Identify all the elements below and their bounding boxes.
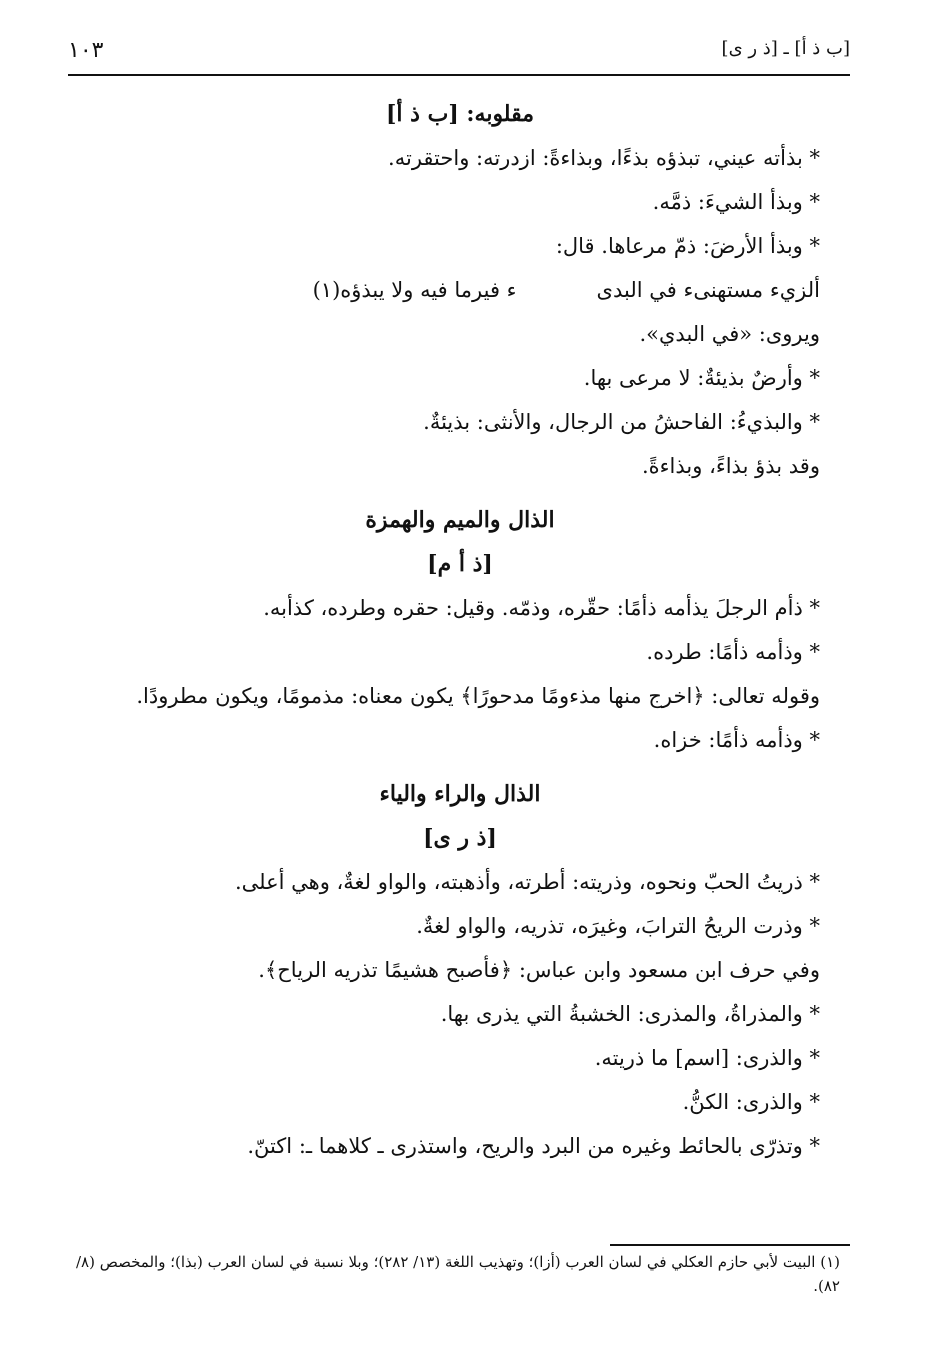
entry-line: * والبذيءُ: الفاحشُ من الرجال، والأنثى: بذيئةٌ. [423,410,820,434]
entry-line: ويروى: «في البدي». [639,322,820,346]
entry-line: * ذأم الرجلَ يذأمه ذأمًا: حقّره، وذمّه. وقيل: حقره وطرده، كذأبه. [263,596,820,620]
section-title: الذال والميم والهمزة [365,507,555,533]
entry-line: وقوله تعالى: ﴿اخرج منها مذءومًا مدحورًا﴾ يكون معناه: مذمومًا، ويكون مطرودًا. [136,684,820,708]
footnote-divider [610,1244,850,1246]
entry-line: وقد بذؤ بذاءً، وبذاءةً. [642,454,820,478]
entry-line: * وتذرّى بالحائط وغيره من البرد والريح، واستذرى ـ كلاهما ـ: اكتنّ. [247,1134,820,1158]
poetry-verse [100,268,820,312]
entry-line: * وأرضٌ بذيئةٌ: لا مرعى بها. [583,366,820,390]
footnote: (١) البيت لأبي حازم العكلي في لسان العرب (أزا)؛ وتهذيب اللغة (١٣/ ٢٨٢)؛ وبلا نسبة في لسان العرب (بذا)؛ والمخصص (٨/ ٨٢). [75,1253,840,1295]
section-root: [ذ أ م] [427,551,493,577]
section-title: الذال والراء والياء [379,781,541,807]
verse-right-hemistich: ألزيء مستهنىء في البدى [596,278,820,302]
entry-line: * ذريتُ الحبّ ونحوه، وذريته: أطرته، وأذهبته، والواو لغةٌ، وهي أعلى. [234,870,820,894]
running-title: [ب ذ أ] ـ [ذ ر ى] [721,38,850,59]
entry-line: وفي حرف ابن مسعود وابن عباس: ﴿فأصبح هشيمًا تذريه الرياح﴾. [258,958,820,982]
entry-title: مقلوبه: [ب ذ أ] [385,101,535,127]
entry-line: * وذأمه ذأمًا: خزاه. [653,728,820,752]
page-header [68,38,850,74]
entry-line: * وبذأ الأرضَ: ذمّ مرعاها. قال: [555,234,820,258]
main-content [100,92,820,1168]
entry-line: * وبذأ الشيءَ: ذمَّه. [652,190,820,214]
header-divider [68,74,850,76]
entry-line: * والذرى: الكنُّ. [682,1090,820,1114]
page-number: ١٠٣ [68,38,104,63]
entry-line: * وذأمه ذأمًا: طرده. [646,640,820,664]
entry-line: * والذرى: [اسم] ما ذريته. [594,1046,820,1070]
section-root: [ذ ر ى] [423,825,497,851]
entry-line: * وذرت الريحُ الترابَ، وغيرَه، تذريه، والواو لغةٌ. [416,914,820,938]
entry-line: * والمذراةُ، والمذرى: الخشبةُ التي يذرى بها. [440,1002,820,1026]
entry-line: * بذأته عيني، تبذؤه بذءًا، وبذاءةً: ازدرته: واحتقرته. [388,146,820,170]
verse-left-hemistich: ء فيرما فيه ولا يبذؤه(١) [312,278,517,302]
